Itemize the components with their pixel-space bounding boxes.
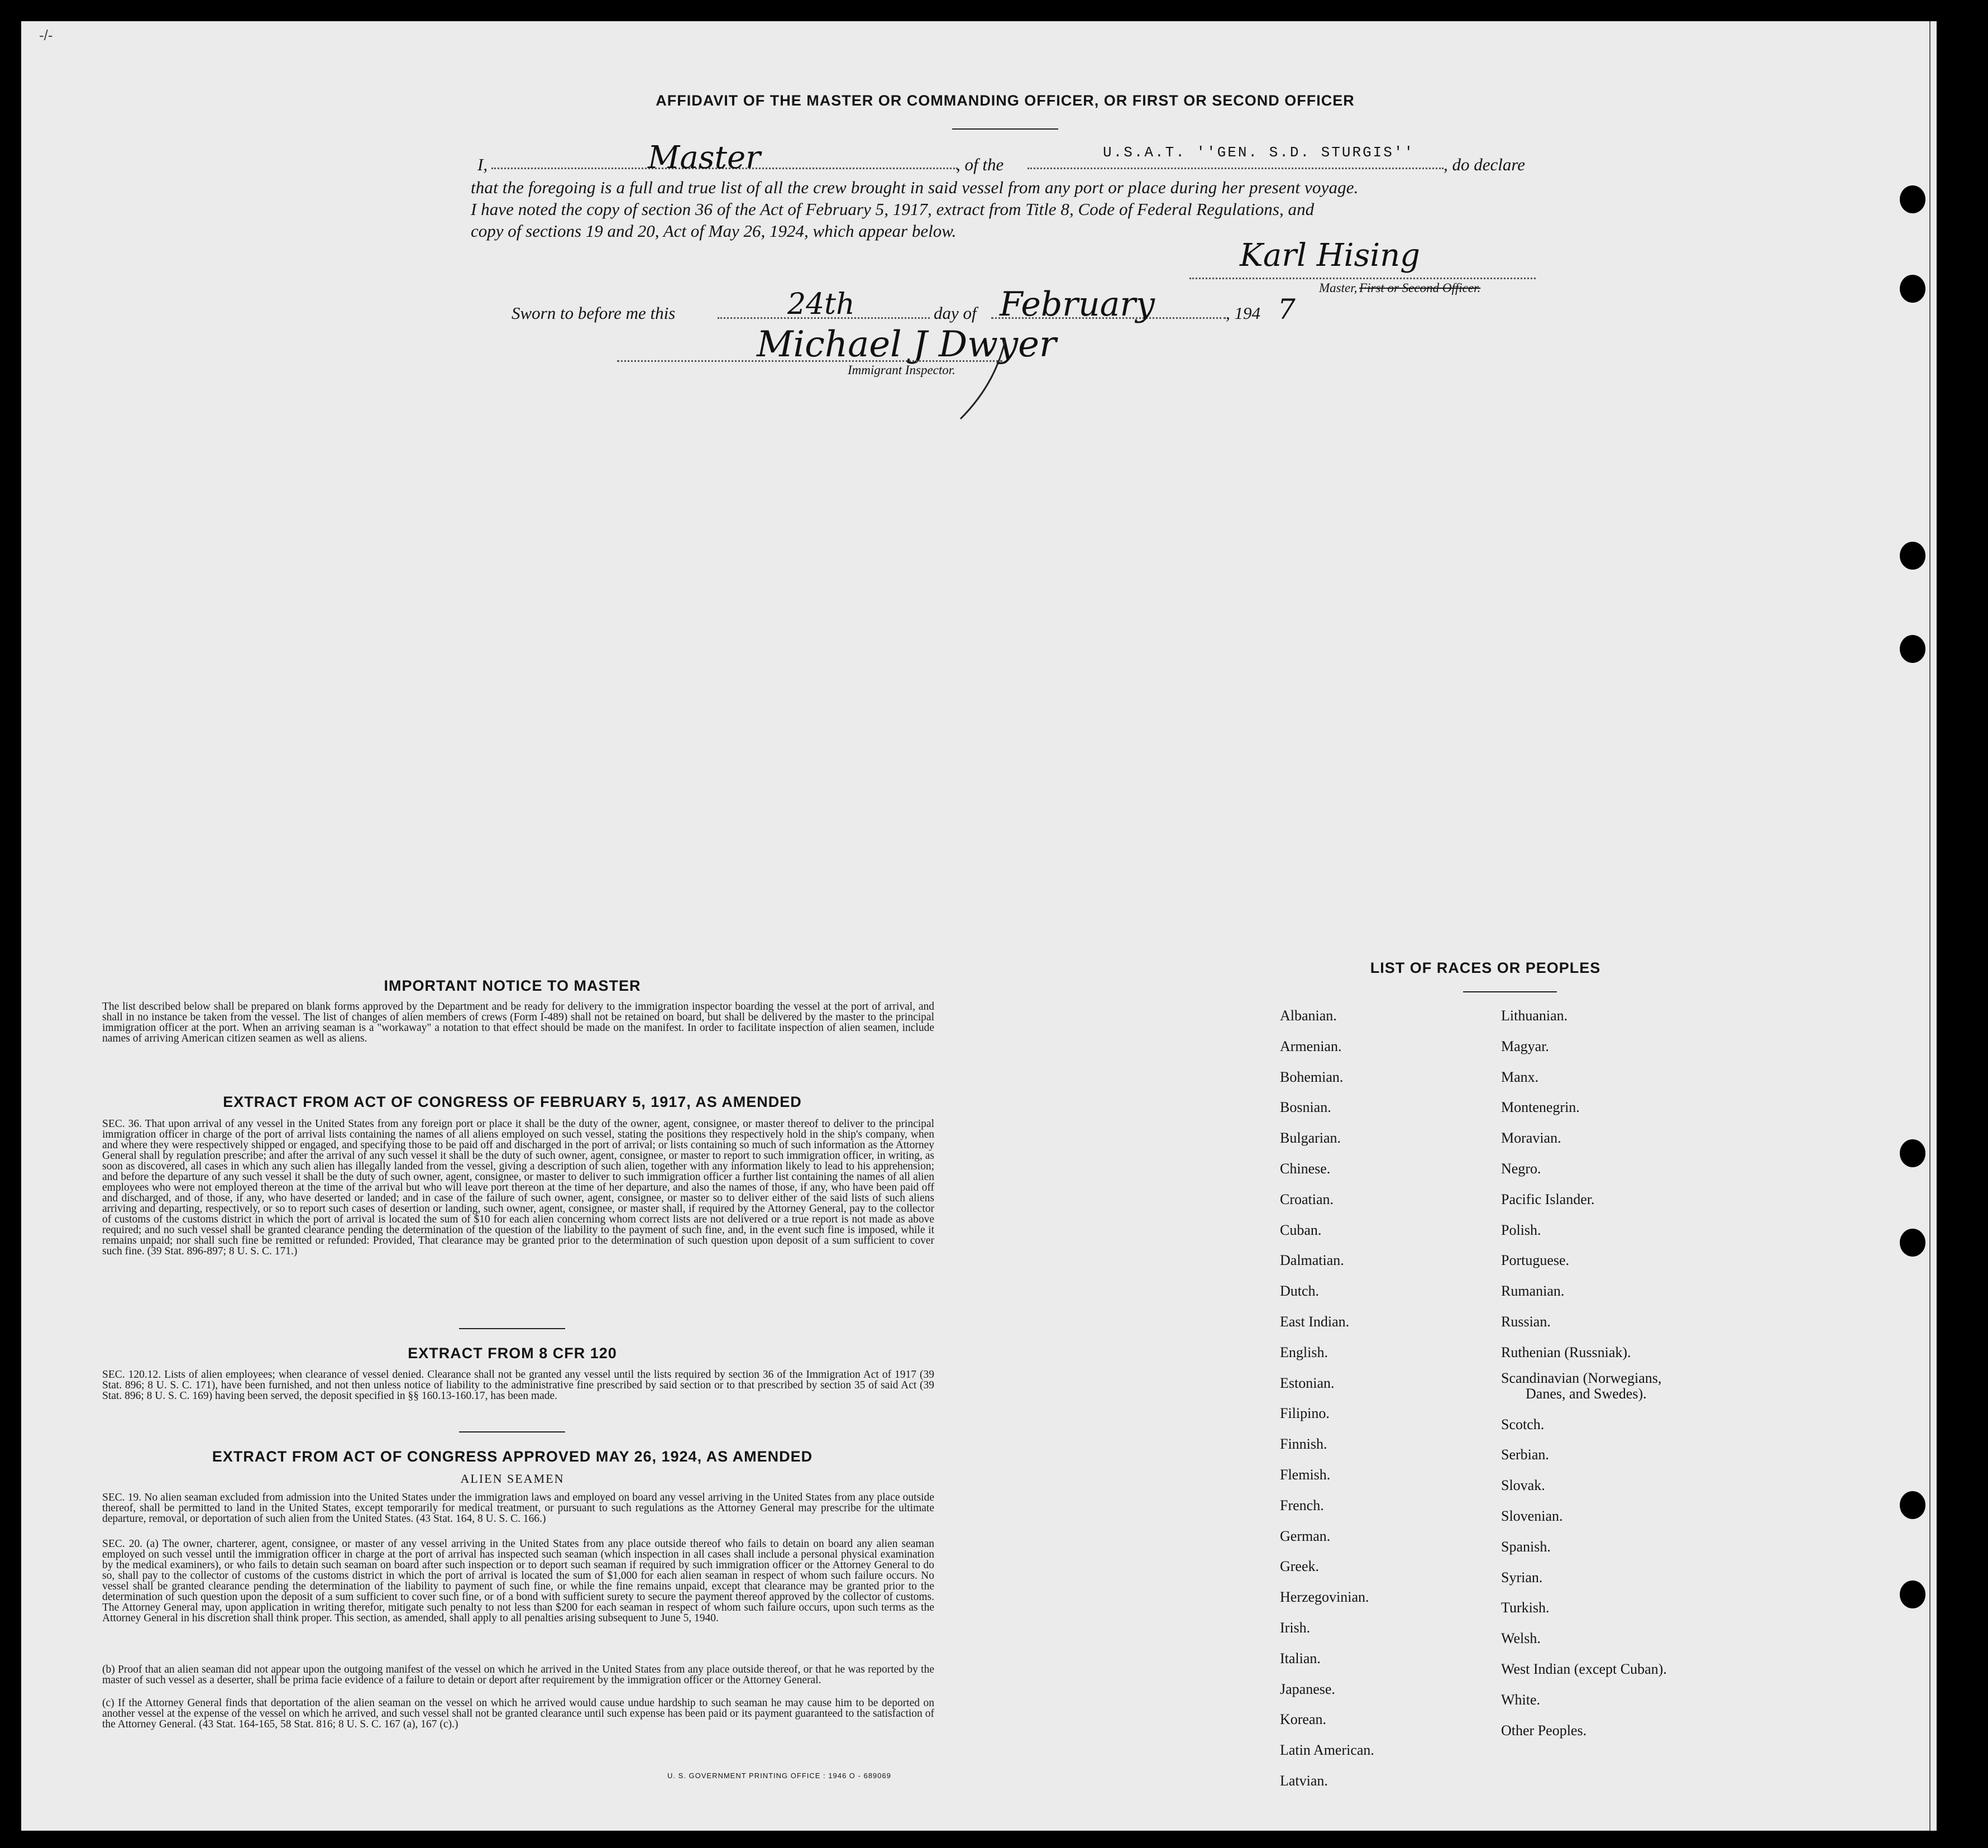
race-item: Moravian. [1501,1130,1561,1147]
affidavit-do-declare: , do declare [1444,155,1526,174]
race-item: Bohemian. [1280,1068,1344,1085]
page-marker: -/- [39,27,53,44]
affidavit-body-line-2: I have noted the copy of section 36 of the Act of February 5, 1917, extract from Title 8, Code of Federal Regulations, and [471,199,1315,219]
race-item: Korean. [1280,1711,1327,1728]
race-item: Flemish. [1280,1466,1331,1483]
sworn-text: Sworn to before me this [512,303,676,323]
race-item: Negro. [1501,1160,1541,1177]
race-item: Dalmatian. [1280,1252,1344,1269]
race-item: Portuguese. [1501,1252,1570,1269]
race-item: Finnish. [1280,1436,1327,1453]
races-list-left [1280,1001,1374,1797]
struck-officer-label: First or Second Officer. [1359,281,1481,295]
year-handwritten: 7 [1278,293,1296,326]
extract-1917-title: EXTRACT FROM ACT OF CONGRESS OF FEBRUARY 5, 1917, AS AMENDED [223,1093,802,1110]
race-item: Montenegrin. [1501,1099,1580,1116]
affidavit-body-line-3: copy of sections 19 and 20, Act of May 26, 1924, which appear below. [471,221,957,241]
race-item: Manx. [1501,1068,1539,1085]
inspector-signature: Michael J Dwyer [757,324,1057,365]
race-item-scandinavian [1501,1368,1667,1410]
race-item: Syrian. [1501,1569,1543,1586]
race-item: Turkish. [1501,1599,1550,1616]
race-item: Magyar. [1501,1038,1549,1054]
affidavit-I: I, [477,155,488,174]
extract-1924-sec20c: (c) If the Attorney General finds that deportation of the alien seaman on the vessel on which he arrived would cause undue hardship to such seaman he may cause him to be deported on another vessel at the expense of the vessel on which he arrived, and such vessel shall not be granted clearance until such expense has been paid or its payment guaranteed to the satisfaction of the Attorney General. (43 Stat. 164-165, 58 Stat. 816; 8 U. S. C. 167 (a), 167 (c).) [102,1697,934,1730]
extract-cfr-text: SEC. 120.12. Lists of alien employees; when clearance of vessel denied. Clearance shall not be granted any vessel until the lists required by section 36 of the Immigration Act of 1917 (39 Stat. 896; 8 U. S. C. 171), have been furnished, and not then unless notice of liability to the administrative fine prescribed by said section or to that prescribed by section 35 of said Act (39 Stat. 896; 8 U. S. C. 169) having been served, the deposit specified in §§ 160.13-160.17, has been made. [102,1369,934,1402]
race-item: Bulgarian. [1280,1130,1341,1147]
divider-rule-1 [459,1328,565,1329]
month-handwritten: February [1000,285,1155,324]
affidavit-body-line-1: that the foregoing is a full and true list of all the crew brought in said vessel from any port or place during her present voyage. [471,178,1359,197]
race-item: Croatian. [1280,1191,1334,1207]
race-item: Latvian. [1280,1772,1328,1789]
race-item: German. [1280,1527,1331,1544]
affidavit-of-the: , of the [956,155,1004,174]
race-item: Herzegovinian. [1280,1589,1369,1606]
binder-hole-1 [1900,185,1925,213]
year-printed: , 194 [1226,303,1260,323]
master-signature-blank [1189,278,1536,279]
notice-text: The list described below shall be prepared on blank forms approved by the Department and be ready for delivery to the immigration inspector boarding the vessel at the port of arrival, and shall in no instance be taken from the vessel. The list of changes of alien members of crews (Form I-489) shall not be retained on board, but shall be delivered by the master to the principal immigration officer at the port. When an arriving seaman is a "workaway" a notation to that effect should be made on the manifest. In order to facilitate inspection of alien seamen, include names of arriving American citizen seamen as well as aliens. [102,1001,934,1044]
notice-title: IMPORTANT NOTICE TO MASTER [384,977,641,994]
page-edge-line [1929,21,1930,1831]
race-item: Chinese. [1280,1160,1331,1177]
master-label: Master, [1319,281,1358,295]
race-item: Albanian. [1280,1007,1337,1024]
race-item: Latin American. [1280,1742,1374,1759]
races-title-rule [1463,991,1557,992]
race-item: White. [1501,1691,1541,1708]
race-item: Lithuanian. [1501,1007,1568,1024]
race-item: Filipino. [1280,1405,1330,1422]
binder-hole-2 [1900,275,1925,303]
extract-1924-title: EXTRACT FROM ACT OF CONGRESS APPROVED MAY 26, 1924, AS AMENDED [212,1448,813,1465]
extract-1924-subtitle: ALIEN SEAMEN [460,1472,565,1486]
binder-hole-8 [1900,1580,1925,1608]
race-item: East Indian. [1280,1313,1350,1330]
race-item: Other Peoples. [1501,1722,1587,1739]
binder-hole-5 [1900,1139,1925,1167]
race-item: Estonian. [1280,1374,1335,1391]
extract-1924-sec20b: (b) Proof that an alien seaman did not appear upon the outgoing manifest of the vessel on which he arrived in the United States from any place outside thereof, or that he was reported by the master of such vessel as a deserter, shall be prima facie evidence of a failure to detain or deport after requirement by the immigration officer or the Attorney General. [102,1664,934,1686]
race-item-line: Danes, and Swedes). [1526,1385,1647,1402]
day-of-text: day of [934,303,977,323]
race-item: West Indian (except Cuban). [1501,1660,1667,1677]
inspector-label: Immigrant Inspector. [848,363,955,377]
race-item: Japanese. [1280,1680,1335,1697]
extract-1924-sec20a: SEC. 20. (a) The owner, charterer, agent, consignee, or master of any vessel arriving in the United States from any place outside thereof who fails to detain on board any alien seaman employed on such vessel until the immigration officer in charge at the port of arrival has inspected such seaman (which inspection in all cases shall include a personal physical examination by the medical examiners), or who fails to detain such seaman on board after such inspection or to deport such seaman if required by such immigration officer or the Attorney General to do so, shall pay to the collector of customs of the customs district in which the port of arrival is located the sum of $1,000 for each alien seaman in respect of whom such failure occurs. No vessel shall be granted clearance pending the determination of the liability to payment of such fine, or while the fine remains unpaid, except that clearance may be granted prior to the determination of such question upon the deposit of a sum sufficient to cover such fine, or of a bond with sufficient surety to secure the payment thereof approved by the collector of customs. The Attorney General may, upon application in writing therefor, mitigate such penalty to not less than $200 for each seaman in respect of whom such failure occurs, upon such terms as the Attorney General in his discretion shall think proper. This section, as amended, shall apply to all penalties arising subsequent to June 5, 1940. [102,1538,934,1624]
master-signature: Karl Hising [1240,237,1421,274]
binder-hole-4 [1900,635,1925,663]
race-item: Rumanian. [1501,1283,1565,1300]
divider-rule-2 [459,1431,565,1432]
binder-hole-3 [1900,542,1925,570]
printer-line: U. S. GOVERNMENT PRINTING OFFICE : 1946 O - 689069 [667,1771,891,1780]
race-item: Spanish. [1501,1538,1551,1555]
extract-1924-sec19: SEC. 19. No alien seaman excluded from admission into the United States under the immigration laws and employed on board any vessel arriving in the United States from any place outside thereof, shall be permitted to land in the United States, except temporarily for medical treatment, or pursuant to such regulations as the Attorney General may prescribe for the ultimate departure, removal, or deportation of such alien from the United States. (43 Stat. 164, 8 U. S. C. 166.) [102,1492,934,1525]
race-item: Slovenian. [1501,1507,1563,1524]
race-item: Slovak. [1501,1477,1545,1494]
race-item: Scotch. [1501,1416,1545,1432]
extract-1917-text: SEC. 36. That upon arrival of any vessel in the United States from any foreign port or place it shall be the duty of the owner, agent, consignee, or master thereof to deliver to the principal immigration officer in charge of the port of arrival lists containing the names of all aliens employed on such vessel, stating the positions they respectively hold in the ship's company, when and where they were respectively shipped or engaged, and specifying those to be paid off and discharged in the port of arrival; or lists containing so much of such information as the Attorney General shall by regulation prescribe; and after the arrival of any such vessel it shall be the duty of such owner, agent, consignee, or master to report to such immigration officer, in writing, as soon as discovered, all cases in which any such alien has illegally landed from the vessel, giving a description of such alien, together with any information likely to lead to his apprehension; and before the departure of any such vessel it shall be the duty of such owner, agent, consignee, or master to deliver to such immigration officer a further list containing the names of all alien employees who were not employed thereon at the time of the arrival but who will leave port thereon at the time of her departure, and also the names of those, if any, who have been paid off and discharged, and of those, if any, who have deserted or landed; and in case of the failure of such owner, agent, consignee, or master so to deliver either of the said lists of such aliens arriving and departing, respectively, or so to report such cases of desertion or landing, such owner, agent, consignee, or master shall, if required by the Attorney General, pay to the collector of customs of the customs district in which the port of arrival is located the sum of $10 for each alien concerning whom correct lists are not delivered or a true report is not made as above required; and no such vessel shall be granted clearance pending the determination of the question of the liability to the payment of such fine, and, in the event such fine is imposed, while it remains unpaid; nor shall such fine be remitted or refunded: Provided, That clearance may be granted prior to the determination of such question upon deposit of a sum sufficient to cover such fine. (39 Stat. 896-897; 8 U. S. C. 171.) [102,1118,934,1257]
vessel-blank [1028,168,1444,169]
affidavit-title-rule [952,128,1058,130]
signature-tail-stroke [949,335,1016,424]
race-item: Polish. [1501,1221,1541,1238]
day-handwritten: 24th [787,288,855,321]
race-item: Dutch. [1280,1283,1320,1300]
race-item: Armenian. [1280,1038,1342,1054]
race-item: French. [1280,1497,1324,1513]
race-item: English. [1280,1344,1328,1360]
race-item-line: Scandinavian (Norwegians, [1501,1369,1662,1386]
affidavit-title: AFFIDAVIT OF THE MASTER OR COMMANDING OFFICER, OR FIRST OR SECOND OFFICER [656,92,1355,109]
race-item: Welsh. [1501,1630,1541,1647]
binder-hole-7 [1900,1491,1925,1519]
races-title: LIST OF RACES OR PEOPLES [1370,959,1601,976]
races-list-right [1501,1001,1667,1746]
rank-handwritten: Master [648,140,761,176]
race-item: Serbian. [1501,1446,1549,1463]
vessel-name: U.S.A.T. ''GEN. S.D. STURGIS'' [1103,144,1415,161]
extract-cfr-title: EXTRACT FROM 8 CFR 120 [408,1345,617,1362]
race-item: Irish. [1280,1619,1311,1636]
race-item: Pacific Islander. [1501,1191,1595,1207]
race-item: Bosnian. [1280,1099,1331,1116]
inspector-signature-blank [617,360,1002,362]
race-item: Cuban. [1280,1221,1322,1238]
race-item: Russian. [1501,1313,1551,1330]
race-item: Ruthenian (Russniak). [1501,1344,1631,1360]
race-item: Italian. [1280,1650,1321,1666]
race-item: Greek. [1280,1558,1320,1575]
binder-hole-6 [1900,1229,1925,1257]
